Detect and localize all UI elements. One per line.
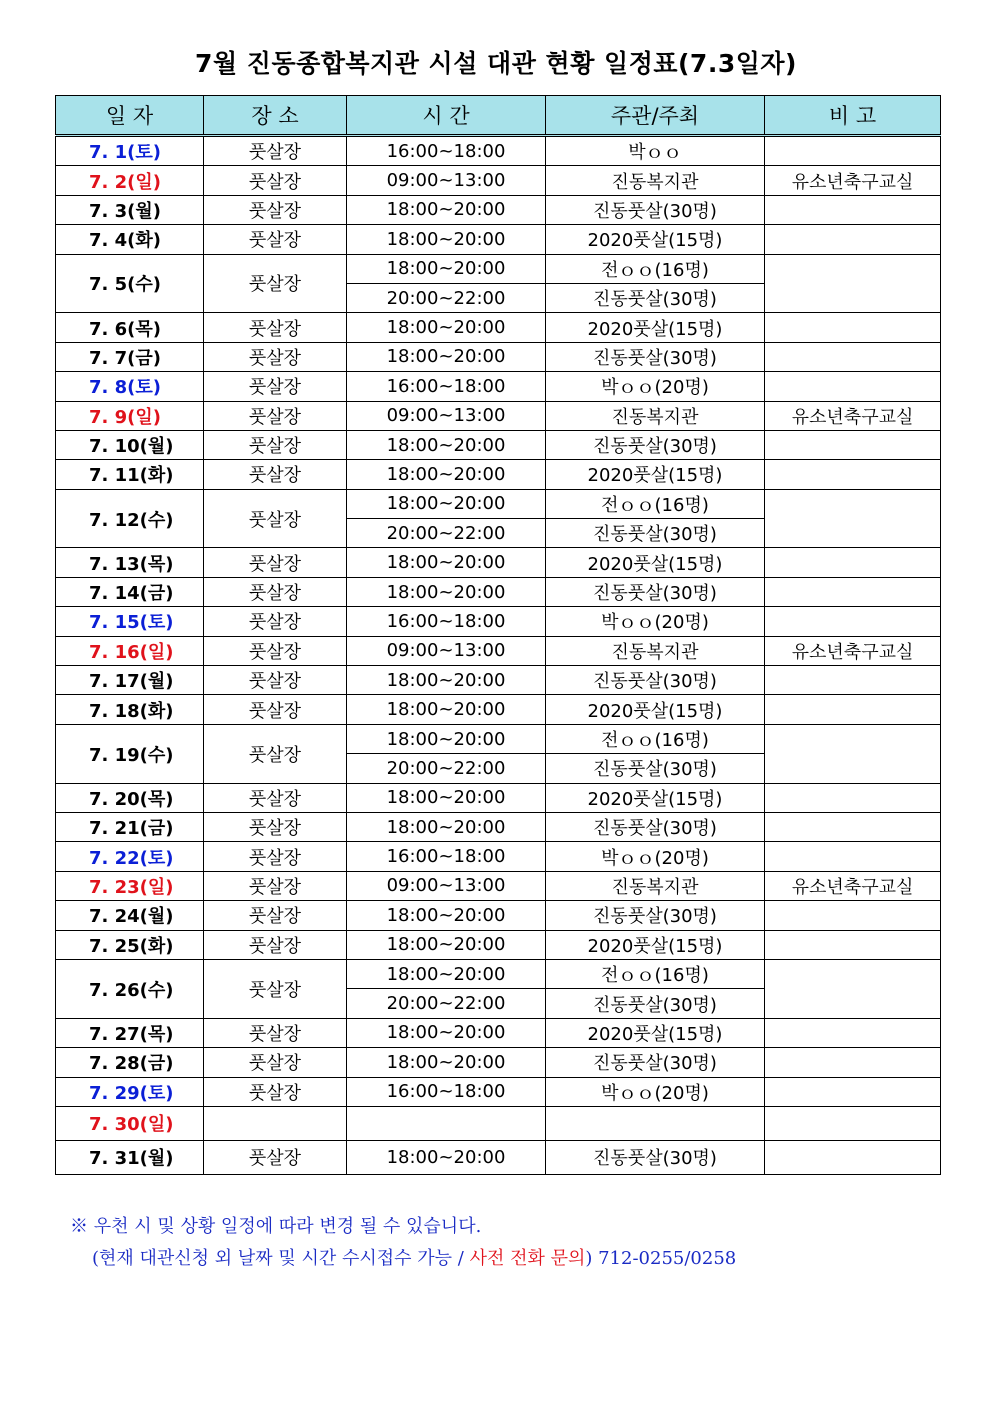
time-cell: 18:00~20:00 — [347, 1048, 546, 1077]
remarks-cell — [765, 901, 941, 930]
table-row — [56, 666, 941, 695]
organizer-cell: 박ｏｏ(20명) — [546, 607, 765, 636]
date-cell: 7. 11(화) — [56, 460, 204, 489]
remarks-cell — [765, 695, 941, 724]
organizer-cell: 진동복지관 — [546, 871, 765, 900]
place-cell: 풋살장 — [204, 225, 347, 254]
place-cell: 풋살장 — [204, 313, 347, 342]
remarks-cell — [765, 225, 941, 254]
table-row — [56, 607, 941, 636]
time-cell: 18:00~20:00 — [347, 225, 546, 254]
table-row — [56, 842, 941, 871]
remarks-cell — [765, 930, 941, 959]
remarks-cell — [765, 666, 941, 695]
organizer-cell: 진동풋살(30명) — [546, 901, 765, 930]
date-cell: 7. 22(토) — [56, 842, 204, 871]
time-cell: 18:00~20:00 — [347, 1140, 546, 1174]
time-cell: 18:00~20:00 — [347, 489, 546, 518]
place-cell: 풋살장 — [204, 548, 347, 577]
date-cell: 7. 5(수) — [56, 254, 204, 313]
remarks-cell — [765, 959, 941, 1018]
place-cell: 풋살장 — [204, 254, 347, 313]
date-cell: 7. 17(월) — [56, 666, 204, 695]
date-cell: 7. 15(토) — [56, 607, 204, 636]
time-cell: 18:00~20:00 — [347, 1018, 546, 1047]
table-row — [56, 1048, 941, 1077]
time-cell: 18:00~20:00 — [347, 313, 546, 342]
table-row — [56, 930, 941, 959]
table-row — [56, 342, 941, 371]
note-line-1: ※ 우천 시 및 상황 일정에 따라 변경 될 수 있습니다. — [70, 1216, 482, 1237]
date-cell: 7. 14(금) — [56, 577, 204, 606]
table-row — [56, 401, 941, 430]
note-line-2 — [70, 1243, 736, 1275]
place-cell: 풋살장 — [204, 136, 347, 166]
date-cell: 7. 25(화) — [56, 930, 204, 959]
organizer-cell: 전ｏｏ(16명) — [546, 254, 765, 283]
time-cell: 16:00~18:00 — [347, 136, 546, 166]
time-cell: 16:00~18:00 — [347, 1077, 546, 1106]
time-cell: 18:00~20:00 — [347, 254, 546, 283]
note-line-2-b: ) 712-0255/0258 — [585, 1248, 737, 1269]
table-row — [56, 636, 941, 665]
organizer-cell: 진동풋살(30명) — [546, 989, 765, 1018]
date-cell: 7. 6(목) — [56, 313, 204, 342]
remarks-cell — [765, 1018, 941, 1047]
time-cell — [347, 1106, 546, 1140]
place-cell: 풋살장 — [204, 430, 347, 459]
remarks-cell — [765, 548, 941, 577]
organizer-cell: 전ｏｏ(16명) — [546, 724, 765, 753]
organizer-cell: 진동풋살(30명) — [546, 812, 765, 841]
time-cell: 18:00~20:00 — [347, 959, 546, 988]
remarks-cell — [765, 783, 941, 812]
header-remarks: 비 고 — [765, 96, 941, 136]
organizer-cell: 진동복지관 — [546, 636, 765, 665]
remarks-cell — [765, 842, 941, 871]
remarks-cell — [765, 577, 941, 606]
table-row — [56, 254, 941, 283]
table-row — [56, 372, 941, 401]
remarks-cell — [765, 607, 941, 636]
table-row — [56, 1018, 941, 1047]
table-row — [56, 783, 941, 812]
organizer-cell: 박ｏｏ(20명) — [546, 372, 765, 401]
date-cell: 7. 16(일) — [56, 636, 204, 665]
table-row — [56, 959, 941, 988]
organizer-cell: 2020풋살(15명) — [546, 695, 765, 724]
date-cell: 7. 27(목) — [56, 1018, 204, 1047]
organizer-cell: 진동복지관 — [546, 401, 765, 430]
organizer-cell: 2020풋살(15명) — [546, 783, 765, 812]
place-cell: 풋살장 — [204, 724, 347, 783]
note-line-2-phone-inquiry: 사전 전화 문의 — [469, 1248, 586, 1269]
date-cell: 7. 10(월) — [56, 430, 204, 459]
date-cell: 7. 8(토) — [56, 372, 204, 401]
date-cell: 7. 3(월) — [56, 195, 204, 224]
table-row — [56, 166, 941, 195]
remarks-cell — [765, 1106, 941, 1140]
table-row — [56, 1077, 941, 1106]
remarks-cell — [765, 430, 941, 459]
date-cell: 7. 13(목) — [56, 548, 204, 577]
notes — [70, 1211, 736, 1275]
time-cell: 18:00~20:00 — [347, 430, 546, 459]
table-row — [56, 1106, 941, 1140]
time-cell: 20:00~22:00 — [347, 754, 546, 783]
place-cell: 풋살장 — [204, 372, 347, 401]
time-cell: 20:00~22:00 — [347, 283, 546, 312]
place-cell: 풋살장 — [204, 812, 347, 841]
remarks-cell: 유소년축구교실 — [765, 871, 941, 900]
time-cell: 20:00~22:00 — [347, 989, 546, 1018]
time-cell: 18:00~20:00 — [347, 812, 546, 841]
place-cell: 풋살장 — [204, 871, 347, 900]
remarks-cell — [765, 460, 941, 489]
organizer-cell: 박ｏｏ(20명) — [546, 842, 765, 871]
time-cell: 18:00~20:00 — [347, 901, 546, 930]
remarks-cell — [765, 136, 941, 166]
time-cell: 09:00~13:00 — [347, 166, 546, 195]
organizer-cell: 박ｏｏ(20명) — [546, 1077, 765, 1106]
time-cell: 18:00~20:00 — [347, 695, 546, 724]
organizer-cell: 진동풋살(30명) — [546, 1048, 765, 1077]
organizer-cell: 진동풋살(30명) — [546, 283, 765, 312]
date-cell: 7. 18(화) — [56, 695, 204, 724]
table-row — [56, 136, 941, 166]
organizer-cell: 진동풋살(30명) — [546, 519, 765, 548]
date-cell: 7. 26(수) — [56, 959, 204, 1018]
date-cell: 7. 2(일) — [56, 166, 204, 195]
date-cell: 7. 7(금) — [56, 342, 204, 371]
place-cell: 풋살장 — [204, 636, 347, 665]
remarks-cell — [765, 372, 941, 401]
table-row — [56, 695, 941, 724]
place-cell: 풋살장 — [204, 695, 347, 724]
place-cell: 풋살장 — [204, 1048, 347, 1077]
organizer-cell: 전ｏｏ(16명) — [546, 489, 765, 518]
place-cell: 풋살장 — [204, 1018, 347, 1047]
time-cell: 16:00~18:00 — [347, 607, 546, 636]
place-cell: 풋살장 — [204, 342, 347, 371]
place-cell: 풋살장 — [204, 195, 347, 224]
place-cell: 풋살장 — [204, 666, 347, 695]
date-cell: 7. 24(월) — [56, 901, 204, 930]
remarks-cell — [765, 1140, 941, 1174]
table-row — [56, 548, 941, 577]
place-cell: 풋살장 — [204, 783, 347, 812]
place-cell: 풋살장 — [204, 930, 347, 959]
remarks-cell: 유소년축구교실 — [765, 636, 941, 665]
table-row — [56, 460, 941, 489]
time-cell: 18:00~20:00 — [347, 548, 546, 577]
place-cell: 풋살장 — [204, 1140, 347, 1174]
table-row — [56, 313, 941, 342]
time-cell: 09:00~13:00 — [347, 636, 546, 665]
organizer-cell: 전ｏｏ(16명) — [546, 959, 765, 988]
place-cell: 풋살장 — [204, 166, 347, 195]
header-time: 시 간 — [347, 96, 546, 136]
table-row — [56, 1140, 941, 1174]
organizer-cell: 2020풋살(15명) — [546, 548, 765, 577]
date-cell: 7. 28(금) — [56, 1048, 204, 1077]
organizer-cell: 진동풋살(30명) — [546, 577, 765, 606]
remarks-cell — [765, 254, 941, 313]
place-cell: 풋살장 — [204, 607, 347, 636]
table-row — [56, 225, 941, 254]
remarks-cell — [765, 489, 941, 548]
time-cell: 18:00~20:00 — [347, 666, 546, 695]
date-cell: 7. 23(일) — [56, 871, 204, 900]
time-cell: 18:00~20:00 — [347, 195, 546, 224]
organizer-cell: 2020풋살(15명) — [546, 460, 765, 489]
time-cell: 09:00~13:00 — [347, 871, 546, 900]
remarks-cell — [765, 1077, 941, 1106]
page-title: 7월 진동종합복지관 시설 대관 현황 일정표(7.3일자) — [195, 49, 797, 78]
place-cell: 풋살장 — [204, 1077, 347, 1106]
organizer-cell: 진동풋살(30명) — [546, 666, 765, 695]
remarks-cell — [765, 342, 941, 371]
remarks-cell — [765, 812, 941, 841]
time-cell: 16:00~18:00 — [347, 842, 546, 871]
schedule-body — [56, 136, 941, 1175]
place-cell: 풋살장 — [204, 489, 347, 548]
place-cell: 풋살장 — [204, 842, 347, 871]
table-row — [56, 901, 941, 930]
table-header-row — [56, 96, 941, 136]
header-organizer: 주관/주최 — [546, 96, 765, 136]
time-cell: 18:00~20:00 — [347, 930, 546, 959]
organizer-cell: 진동풋살(30명) — [546, 342, 765, 371]
place-cell: 풋살장 — [204, 577, 347, 606]
date-cell: 7. 20(목) — [56, 783, 204, 812]
organizer-cell: 2020풋살(15명) — [546, 225, 765, 254]
organizer-cell: 2020풋살(15명) — [546, 313, 765, 342]
table-row — [56, 724, 941, 753]
time-cell: 18:00~20:00 — [347, 342, 546, 371]
place-cell: 풋살장 — [204, 460, 347, 489]
remarks-cell — [765, 724, 941, 783]
time-cell: 18:00~20:00 — [347, 783, 546, 812]
table-row — [56, 871, 941, 900]
time-cell: 18:00~20:00 — [347, 577, 546, 606]
remarks-cell: 유소년축구교실 — [765, 401, 941, 430]
remarks-cell — [765, 1048, 941, 1077]
time-cell: 09:00~13:00 — [347, 401, 546, 430]
place-cell: 풋살장 — [204, 959, 347, 1018]
place-cell: 풋살장 — [204, 901, 347, 930]
date-cell: 7. 19(수) — [56, 724, 204, 783]
table-row — [56, 489, 941, 518]
organizer-cell — [546, 1106, 765, 1140]
time-cell: 18:00~20:00 — [347, 460, 546, 489]
organizer-cell: 박ｏｏ — [546, 136, 765, 166]
table-row — [56, 430, 941, 459]
time-cell: 18:00~20:00 — [347, 724, 546, 753]
organizer-cell: 진동풋살(30명) — [546, 195, 765, 224]
organizer-cell: 진동복지관 — [546, 166, 765, 195]
date-cell: 7. 4(화) — [56, 225, 204, 254]
date-cell: 7. 21(금) — [56, 812, 204, 841]
time-cell: 16:00~18:00 — [347, 372, 546, 401]
date-cell: 7. 9(일) — [56, 401, 204, 430]
date-cell: 7. 1(토) — [56, 136, 204, 166]
remarks-cell — [765, 195, 941, 224]
table-row — [56, 195, 941, 224]
date-cell: 7. 30(일) — [56, 1106, 204, 1140]
header-date: 일 자 — [56, 96, 204, 136]
organizer-cell: 진동풋살(30명) — [546, 1140, 765, 1174]
organizer-cell: 2020풋살(15명) — [546, 930, 765, 959]
note-line-2-a: (현재 대관신청 외 날짜 및 시간 수시접수 가능 / — [92, 1248, 470, 1269]
remarks-cell: 유소년축구교실 — [765, 166, 941, 195]
place-cell — [204, 1106, 347, 1140]
place-cell: 풋살장 — [204, 401, 347, 430]
header-place: 장 소 — [204, 96, 347, 136]
organizer-cell: 진동풋살(30명) — [546, 430, 765, 459]
organizer-cell: 진동풋살(30명) — [546, 754, 765, 783]
schedule-table — [55, 95, 941, 1175]
table-row — [56, 812, 941, 841]
date-cell: 7. 31(월) — [56, 1140, 204, 1174]
date-cell: 7. 29(토) — [56, 1077, 204, 1106]
organizer-cell: 2020풋살(15명) — [546, 1018, 765, 1047]
table-row — [56, 577, 941, 606]
time-cell: 20:00~22:00 — [347, 519, 546, 548]
date-cell: 7. 12(수) — [56, 489, 204, 548]
remarks-cell — [765, 313, 941, 342]
